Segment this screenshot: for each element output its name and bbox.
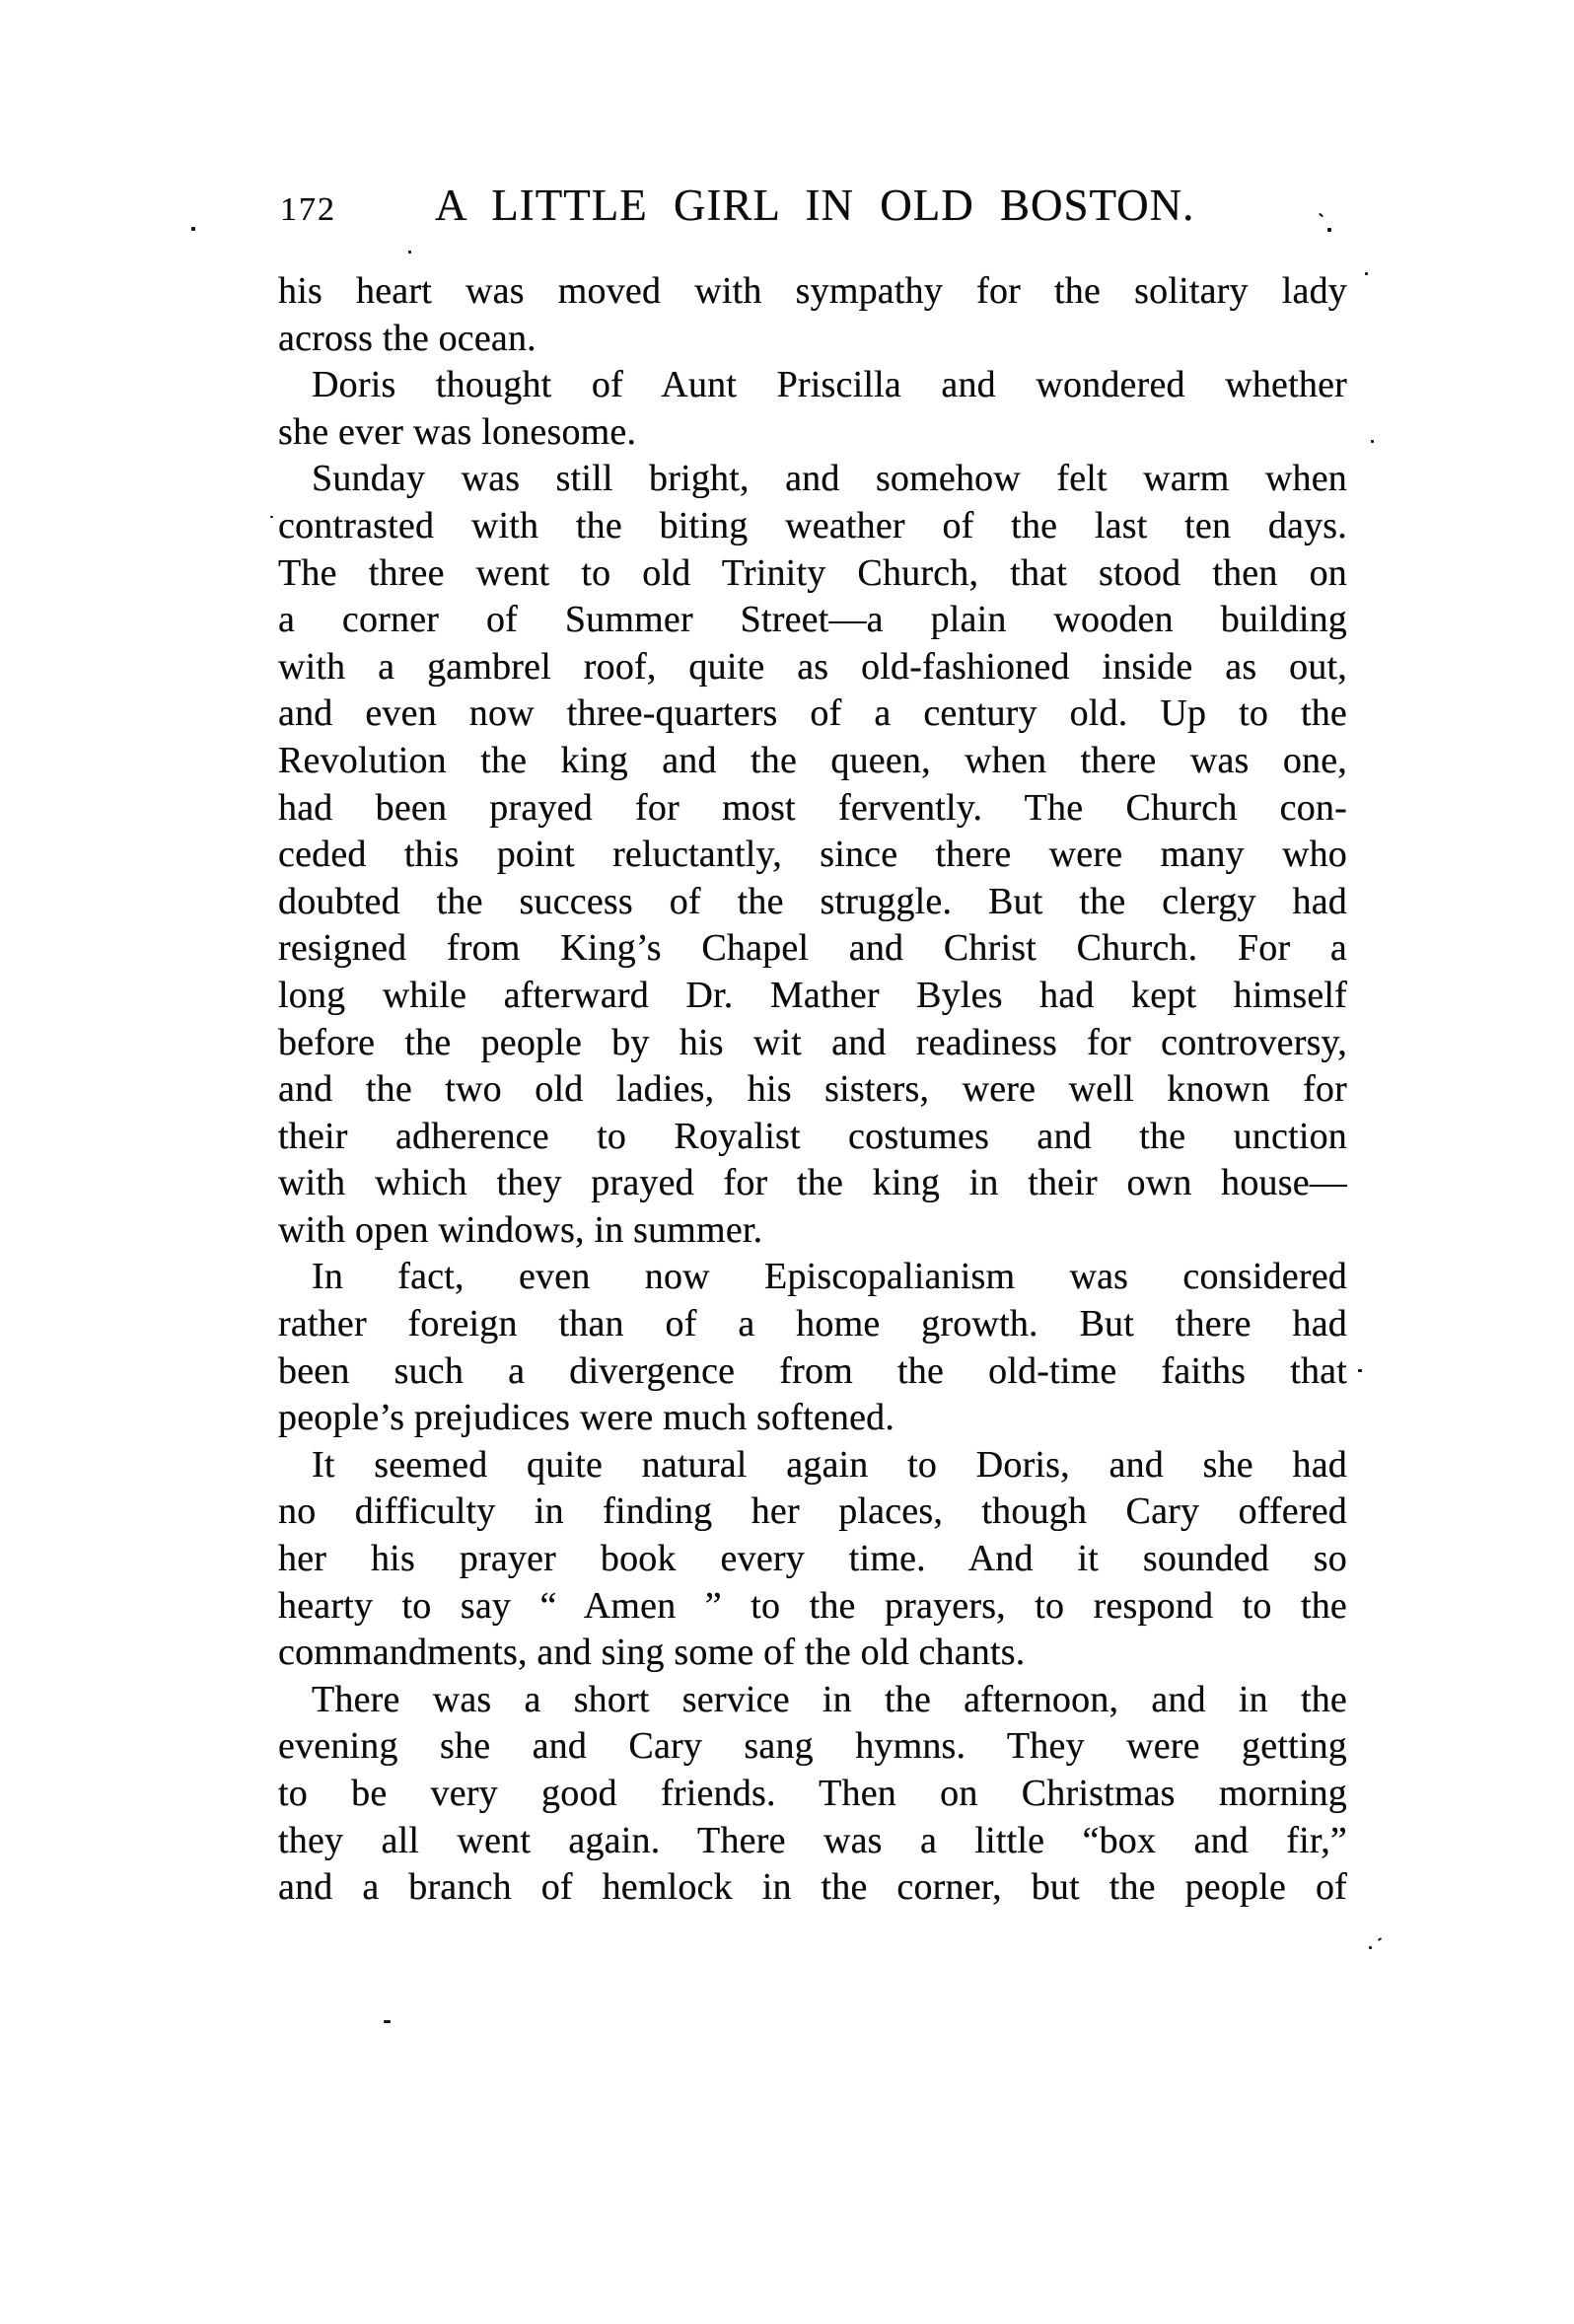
text-line: ceded this point reluctantly, since there were many who	[278, 834, 1347, 876]
text-line: to be very good friends. Then on Christmas morning	[278, 1773, 1347, 1814]
text-line: before the people by his wit and readiness for controversy,	[278, 1021, 1347, 1063]
text-line: with which they prayed for the king in their own house—	[278, 1162, 1347, 1204]
text-line: doubted the success of the struggle. But the clergy had	[278, 880, 1347, 922]
text-line: Revolution the king and the queen, when there was one,	[278, 739, 1347, 781]
scan-speck	[1365, 272, 1368, 275]
text-line: and the two old ladies, his sisters, were well known for	[278, 1068, 1347, 1111]
text-line: a corner of Summer Street—a plain wooden building	[278, 599, 1347, 641]
text-line: with a gambrel roof, quite as old-fashioned inside as out,	[278, 645, 1347, 688]
text-line: evening she and Cary sang hymns. They were getting	[278, 1725, 1347, 1768]
scan-speck	[191, 227, 195, 231]
text-line: their adherence to Royalist costumes and the unction	[278, 1115, 1347, 1157]
text-line: long while afterward Dr. Mather Byles had kept himself	[278, 974, 1347, 1016]
text-line: and a branch of hemlock in the corner, but the people of	[278, 1866, 1347, 1909]
text-line: There was a short service in the afternoon, and in the	[312, 1678, 1347, 1720]
text-line: they all went again. There was a little “box and fir,”	[278, 1819, 1347, 1861]
text-line: In fact, even now Episcopalianism was considered	[312, 1256, 1347, 1298]
running-title: A LITTLE GIRL IN OLD BOSTON.	[435, 181, 1195, 230]
text-block	[278, 268, 1347, 1912]
text-line: resigned from King’s Chapel and Christ Church. For a	[278, 927, 1347, 970]
text-line: The three went to old Trinity Church, that stood then on	[278, 551, 1347, 594]
text-line: no difficulty in finding her places, though Cary offered	[278, 1490, 1347, 1533]
scan-speck	[1369, 1946, 1372, 1949]
text-line: people’s prejudices were much softened.	[278, 1397, 895, 1439]
scan-speck	[270, 516, 273, 518]
scan-speck	[1378, 1937, 1382, 1941]
scan-speck	[384, 2020, 391, 2023]
scan-speck	[1327, 228, 1331, 232]
scan-speck	[1371, 440, 1374, 443]
scan-speck	[408, 251, 411, 254]
text-line: she ever was lonesome.	[278, 410, 637, 453]
text-line: Sunday was still bright, and somehow felt warm when	[312, 458, 1347, 500]
text-line: with open windows, in summer.	[278, 1208, 763, 1251]
page-number: 172	[280, 191, 336, 228]
text-line: Doris thought of Aunt Priscilla and wondered whether	[312, 364, 1347, 406]
text-line: her his prayer book every time. And it sounded so	[278, 1538, 1347, 1580]
text-line: been such a divergence from the old-time faiths that	[278, 1349, 1347, 1392]
text-line: It seemed quite natural again to Doris, and she had	[312, 1443, 1347, 1486]
text-line: across the ocean.	[278, 317, 537, 359]
text-line: hearty to say “ Amen ” to the prayers, to respond to the	[278, 1584, 1347, 1627]
text-line: contrasted with the biting weather of the last ten days.	[278, 504, 1347, 546]
scan-speck	[1358, 1369, 1362, 1372]
page-header	[276, 180, 1347, 231]
text-line: commandments, and sing some of the old chants.	[278, 1632, 1026, 1674]
text-line: had been prayed for most fervently. The Church con-	[278, 786, 1347, 829]
text-line: and even now three-quarters of a century old. Up to the	[278, 692, 1347, 735]
text-line: rather foreign than of a home growth. But there had	[278, 1303, 1347, 1345]
text-line: his heart was moved with sympathy for the solitary lady	[278, 270, 1347, 312]
